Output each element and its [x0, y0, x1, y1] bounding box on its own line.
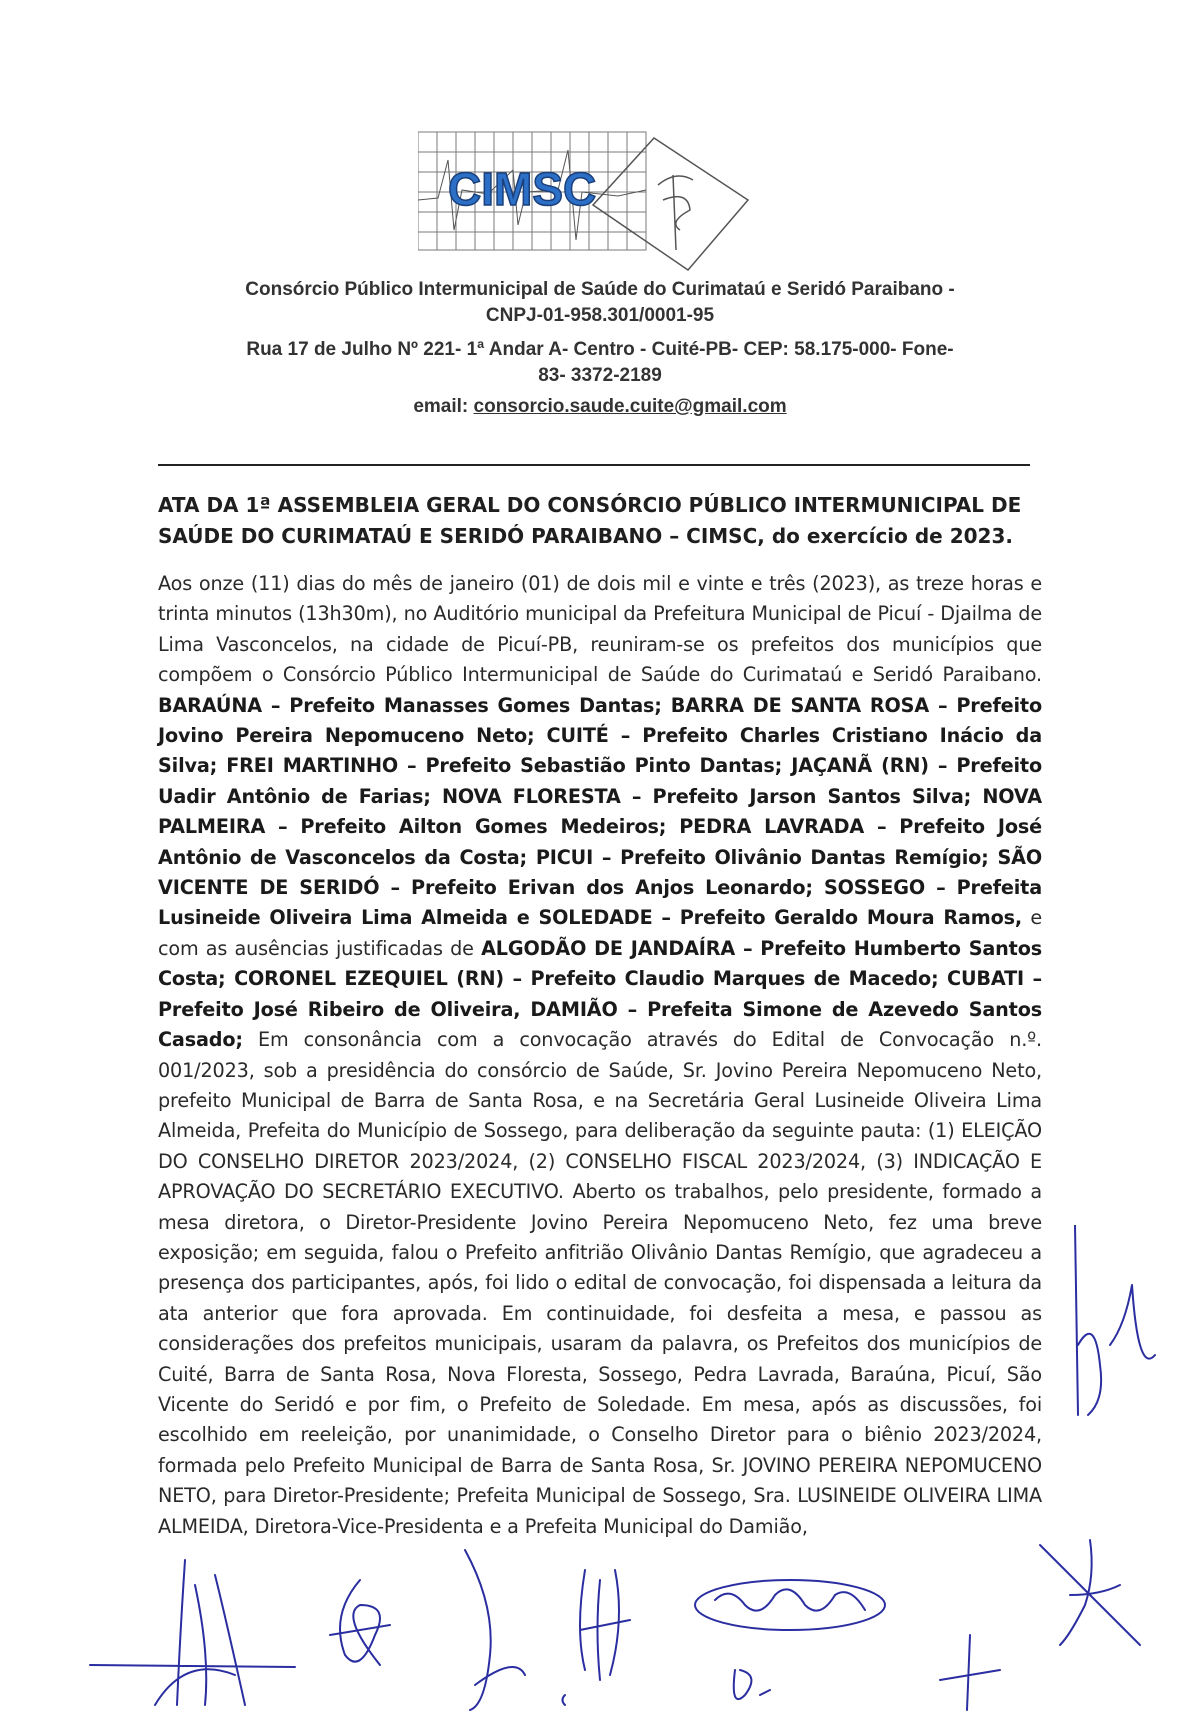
signature-5 [690, 1570, 905, 1712]
body-absences-intro: e com as ausências justificadas de [158, 906, 1043, 960]
header-email-line [150, 394, 1050, 420]
email-label: email: [413, 396, 474, 417]
header-line-1: Consórcio Público Intermunicipal de Saúde do Curimataú e Seridó Paraibano - [245, 279, 955, 300]
signature-4 [570, 1560, 640, 1690]
logo-text: CIMSC [448, 163, 597, 215]
body-proceedings: Em consonância com a convocação através do Edital de Convocação n.º. 001/2023, sob a presidência do consórcio de Saúde, Sr. Jovino Pereira Nepomuceno Neto, prefeito Municipal de Barra de Santa Rosa, e na Secretária Geral Lusineide Oliveira Lima Almeida, Prefeita do Município de Sossego, para deliberação da seguinte pauta: (1) ELEIÇÃO DO CONSELHO DIRETOR 2023/2024, (2) CONSELHO FISCAL 2023/2024, (3) INDICAÇÃO E APROVAÇÃO DO SECRETÁRIO EXECUTIVO. Aberto os trabalhos, pelo presidente, formado a mesa diretora, o Diretor-Presidente Jovino Pereira Nepomuceno Neto, fez uma breve exposição; em seguida, falou o Prefeito anfitrião Olivânio Dantas Remígio, que agradeceu a presença dos participantes, após, foi lido o edital de convocação, foi dispensada a leitura da ata anterior que fora aprovada. Em continuidade, foi desfeita a mesa, e passou as considerações dos prefeitos municipais, usaram da palavra, os Prefeitos dos municípios de Cuité, Barra de Santa Rosa, Nova Floresta, Sossego, Pedra Lavrada, Baraúna, Picuí, São Vicente do Seridó e por fim, o Prefeito de Soledade. Em mesa, após as discussões, foi escolhido em reeleição, por unanimidade, o Conselho Diretor para o biênio 2023/2024, formada pelo Prefeito Municipal de Barra de Santa Rosa, Sr. JOVINO PEREIRA NEPOMUCENO NETO, para Diretor-Presidente; Prefeita Municipal de Sossego, Sra. LUSINEIDE OLIVEIRA LIMA ALMEIDA, Diretora-Vice-Presidenta e a Prefeita Municipal do Damião, [158, 1028, 1042, 1538]
document-title: ATA DA 1ª ASSEMBLEIA GERAL DO CONSÓRCIO PÚBLICO INTERMUNICIPAL DE SAÚDE DO CURIMATAÚ E SERIDÓ PARAIBANO – CIMSC, do exercício de 2023. [158, 493, 1022, 548]
header-line-3: Rua 17 de Julho Nº 221- 1ª Andar A- Centro - Cuité-PB- CEP: 58.175-000- Fone- [246, 339, 954, 360]
signature-2 [320, 1575, 400, 1685]
present-mayors: BARAÚNA – Prefeito Manasses Gomes Dantas; BARRA DE SANTA ROSA – Prefeito Jovino Pereira Nepomuceno Neto; CUITÉ – Prefeito Charles Cristiano Inácio da Silva; FREI MARTINHO – Prefeito Sebastião Pinto Dantas; JAÇANÃ (RN) – Prefeito Uadir Antônio de Farias; NOVA FLORESTA – Prefeito Jarson Santos Silva; NOVA PALMEIRA – Prefeito Ailton Gomes Medeiros; PEDRA LAVRADA – Prefeito José Antônio de Vasconcelos da Costa; PICUI – Prefeito Olivânio Dantas Remígio; SÃO VICENTE DE SERIDÓ – Prefeito Erivan dos Anjos Leonardo; SOSSEGO – Prefeita Lusineide Oliveira Lima Almeida e SOLEDADE – Prefeito Geraldo Moura Ramos, [158, 693, 1042, 930]
email-link[interactable]: consorcio.saude.cuite@gmail.com [473, 396, 787, 417]
absent-mayors: ALGODÃO DE JANDAÍRA – Prefeito Humberto Santos Costa; CORONEL EZEQUIEL (RN) – Prefeito Claudio Marques de Macedo; CUBATI – Prefeito José Ribeiro de Oliveira, DAMIÃO – Prefeita Simone de Azevedo Santos Casado; [158, 936, 1042, 1052]
signature-right-margin [1070, 1225, 1160, 1455]
signature-1 [85, 1555, 300, 1712]
cimsc-logo [418, 130, 788, 280]
header-phone: 83- 3372-2189 [538, 365, 662, 386]
header-cnpj: CNPJ-01-958.301/0001-95 [485, 305, 715, 326]
body-intro: Aos onze (11) dias do mês de janeiro (01) de dois mil e vinte e três (2023), as treze horas e trinta minutos (13h30m), no Auditório municipal da Prefeitura Municipal de Picuí - Djailma de Lima Vasconcelos, na cidade de Picuí-PB, reuniram-se os prefeitos dos municípios que compõem o Consórcio Público Intermunicipal de Saúde do Curimataú e Seridó Paraibano. [158, 572, 1042, 687]
signature-6 [935, 1630, 1005, 1712]
minutes-body [158, 569, 1042, 1542]
signature-right-corner [1030, 1535, 1150, 1655]
header-consortium [150, 277, 1050, 329]
header-divider [158, 464, 1030, 466]
signature-3 [455, 1545, 575, 1712]
header-address [150, 337, 1050, 389]
